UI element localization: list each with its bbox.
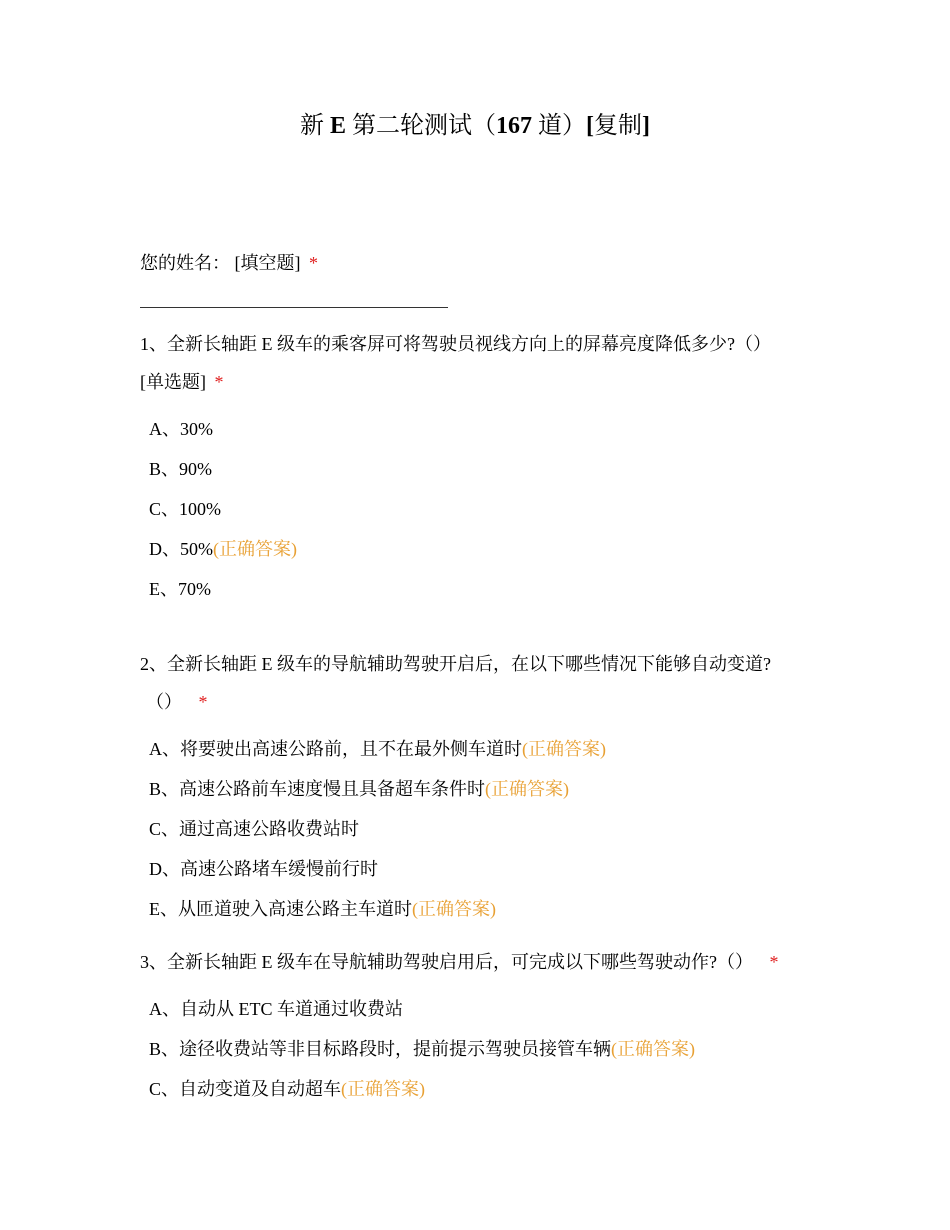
correct-answer-tag: (正确答案) (522, 739, 606, 759)
answer-blank: （） (146, 692, 182, 712)
q1-option-e[interactable]: E、70% (149, 579, 211, 599)
correct-answer-tag: (正确答案) (412, 899, 496, 919)
q2-option-d[interactable]: D、高速公路堵车缓慢前行时 (149, 859, 378, 879)
name-input-line[interactable] (140, 307, 448, 308)
q2-option-a[interactable]: A、将要驶出高速公路前，且不在最外侧车道时(正确答案) (149, 739, 606, 759)
correct-answer-tag: (正确答案) (485, 779, 570, 799)
q2-option-b[interactable]: B、高速公路前车速度慢且具备超车条件时(正确答案) (149, 779, 570, 799)
question-1-text: 1、全新长轴距 E 级车的乘客屏可将驾驶员视线方向上的屏幕亮度降低多少?（） (140, 334, 771, 354)
q1-option-d[interactable]: D、50%(正确答案) (149, 539, 297, 559)
page-title: 新 E 第二轮测试（167 道）[复制] (299, 113, 650, 139)
correct-answer-tag: (正确答案) (341, 1079, 426, 1099)
question-1 (140, 325, 771, 401)
q3-option-c[interactable]: C、自动变道及自动超车(正确答案) (149, 1079, 426, 1099)
required-mark: * (769, 952, 779, 972)
question-type: [单选题] (140, 372, 206, 392)
q1-option-c[interactable]: C、100% (149, 499, 221, 519)
required-mark: * (214, 372, 224, 392)
q1-option-b[interactable]: B、90% (149, 459, 212, 479)
required-mark: * (309, 253, 318, 273)
q3-option-b[interactable]: B、途径收费站等非目标路段时，提前提示驾驶员接管车辆(正确答案) (149, 1039, 696, 1059)
q3-option-a[interactable]: A、自动从 ETC 车道通过收费站 (149, 999, 403, 1019)
q2-option-c[interactable]: C、通过高速公路收费站时 (149, 819, 360, 839)
q2-option-e[interactable]: E、从匝道驶入高速公路主车道时(正确答案) (149, 899, 496, 919)
question-2 (140, 645, 771, 721)
q1-option-a[interactable]: A、30% (149, 419, 213, 439)
name-question (140, 244, 318, 282)
question-type: [填空题] (234, 253, 301, 273)
question-3-text: 3、全新长轴距 E 级车在导航辅助驾驶启用后，可完成以下哪些驾驶动作?（） (140, 952, 753, 972)
correct-answer-tag: (正确答案) (213, 539, 297, 559)
correct-answer-tag: (正确答案) (611, 1039, 696, 1059)
required-mark: * (198, 692, 208, 712)
question-2-text: 2、全新长轴距 E 级车的导航辅助驾驶开启后，在以下哪些情况下能够自动变道? (140, 654, 771, 674)
name-label: 您的姓名： (140, 253, 230, 273)
question-3 (140, 943, 778, 981)
